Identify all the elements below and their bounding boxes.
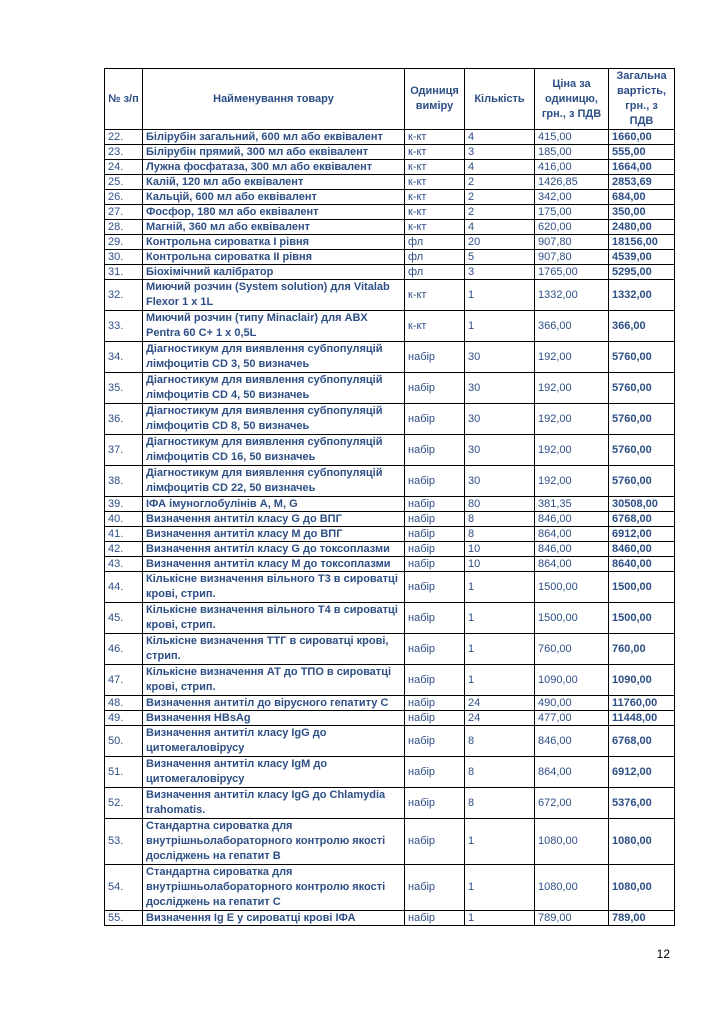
item-quantity: 1 <box>465 819 535 865</box>
item-total: 8460,00 <box>609 542 675 557</box>
item-name: Визначення антитіл класу M до токсоплазми <box>143 557 405 572</box>
item-unit-price: 381,35 <box>535 497 609 512</box>
row-number: 43. <box>105 557 143 572</box>
row-number: 50. <box>105 726 143 757</box>
item-unit: набір <box>405 527 465 542</box>
item-unit: набір <box>405 435 465 466</box>
item-total: 350,00 <box>609 205 675 220</box>
item-quantity: 2 <box>465 190 535 205</box>
item-total: 1660,00 <box>609 130 675 145</box>
item-name: Стандартна сироватка для внутрішньолабораторного контролю якості досліджень на гепатит В <box>143 819 405 865</box>
item-quantity: 30 <box>465 342 535 373</box>
item-name: Контрольна сироватка ІІ рівня <box>143 250 405 265</box>
items-table <box>104 68 675 926</box>
item-quantity: 20 <box>465 235 535 250</box>
row-number: 41. <box>105 527 143 542</box>
item-unit: к-кт <box>405 145 465 160</box>
item-total: 2853,69 <box>609 175 675 190</box>
table-row <box>105 557 675 572</box>
item-unit-price: 846,00 <box>535 726 609 757</box>
item-unit-price: 789,00 <box>535 911 609 926</box>
item-unit-price: 415,00 <box>535 130 609 145</box>
header-num: № з/п <box>105 69 143 130</box>
item-total: 4539,00 <box>609 250 675 265</box>
item-unit-price: 1500,00 <box>535 603 609 634</box>
item-total: 11760,00 <box>609 696 675 711</box>
item-total: 8640,00 <box>609 557 675 572</box>
item-unit: набір <box>405 819 465 865</box>
item-quantity: 3 <box>465 145 535 160</box>
table-row <box>105 711 675 726</box>
row-number: 40. <box>105 512 143 527</box>
item-quantity: 4 <box>465 130 535 145</box>
item-name: Стандартна сироватка для внутрішньолабораторного контролю якості досліджень на гепатит С <box>143 865 405 911</box>
table-row <box>105 311 675 342</box>
table-row <box>105 726 675 757</box>
table-row <box>105 634 675 665</box>
table-row <box>105 527 675 542</box>
item-name: Діагностикум для виявлення субпопуляцій лімфоцитів CD 4, 50 визначеь <box>143 373 405 404</box>
item-total: 5760,00 <box>609 466 675 497</box>
item-name: Кальцій, 600 мл або еквівалент <box>143 190 405 205</box>
table-row <box>105 512 675 527</box>
row-number: 51. <box>105 757 143 788</box>
row-number: 24. <box>105 160 143 175</box>
item-unit-price: 1765,00 <box>535 265 609 280</box>
item-quantity: 4 <box>465 160 535 175</box>
item-unit: набір <box>405 342 465 373</box>
table-row <box>105 603 675 634</box>
table-row <box>105 404 675 435</box>
item-name: Визначення антитіл класу M до ВПГ <box>143 527 405 542</box>
item-unit-price: 192,00 <box>535 342 609 373</box>
row-number: 39. <box>105 497 143 512</box>
item-name: Визначення HBsAg <box>143 711 405 726</box>
item-unit: набір <box>405 603 465 634</box>
row-number: 25. <box>105 175 143 190</box>
table-row <box>105 788 675 819</box>
item-name: Визначення антитіл класу G до ВПГ <box>143 512 405 527</box>
item-name: Визначення антитіл класу IgG до цитомегаловірусу <box>143 726 405 757</box>
table-row <box>105 220 675 235</box>
item-name: Лужна фосфатаза, 300 мл або еквівалент <box>143 160 405 175</box>
item-total: 789,00 <box>609 911 675 926</box>
item-quantity: 1 <box>465 280 535 311</box>
item-unit: к-кт <box>405 205 465 220</box>
item-unit-price: 192,00 <box>535 373 609 404</box>
item-total: 684,00 <box>609 190 675 205</box>
table-row <box>105 696 675 711</box>
table-row <box>105 373 675 404</box>
item-unit: набір <box>405 404 465 435</box>
item-name: Визначення антитіл класу G до токсоплазми <box>143 542 405 557</box>
item-unit: к-кт <box>405 280 465 311</box>
header-unit: Одиниця виміру <box>405 69 465 130</box>
item-unit-price: 672,00 <box>535 788 609 819</box>
item-unit: набір <box>405 757 465 788</box>
item-unit-price: 846,00 <box>535 542 609 557</box>
table-row <box>105 819 675 865</box>
item-unit: набір <box>405 373 465 404</box>
item-name: Фосфор, 180 мл або еквівалент <box>143 205 405 220</box>
item-name: Діагностикум для виявлення субпопуляцій лімфоцитів CD 22, 50 визначеь <box>143 466 405 497</box>
row-number: 49. <box>105 711 143 726</box>
row-number: 46. <box>105 634 143 665</box>
item-total: 5376,00 <box>609 788 675 819</box>
item-total: 5760,00 <box>609 435 675 466</box>
item-unit-price: 342,00 <box>535 190 609 205</box>
item-name: Миючий розчин (System solution) для Vitalab Flexor 1 x 1L <box>143 280 405 311</box>
item-name: Кількісне визначення АТ до ТПО в сироватці крові, стрип. <box>143 665 405 696</box>
table-row <box>105 911 675 926</box>
item-unit-price: 366,00 <box>535 311 609 342</box>
item-unit: фл <box>405 250 465 265</box>
item-unit: к-кт <box>405 311 465 342</box>
item-unit: набір <box>405 696 465 711</box>
item-quantity: 8 <box>465 788 535 819</box>
item-unit-price: 1090,00 <box>535 665 609 696</box>
item-unit-price: 907,80 <box>535 250 609 265</box>
item-name: Діагностикум для виявлення субпопуляцій лімфоцитів CD 16, 50 визначеь <box>143 435 405 466</box>
item-total: 1090,00 <box>609 665 675 696</box>
item-quantity: 30 <box>465 404 535 435</box>
row-number: 32. <box>105 280 143 311</box>
table-row <box>105 542 675 557</box>
item-unit: набір <box>405 572 465 603</box>
table-row <box>105 665 675 696</box>
item-name: Магній, 360 мл або еквівалент <box>143 220 405 235</box>
item-name: Визначення антитіл класу IgG до Chlamydia trahomatis. <box>143 788 405 819</box>
item-quantity: 8 <box>465 527 535 542</box>
row-number: 47. <box>105 665 143 696</box>
header-price: Ціна за одиницю, грн., з ПДВ <box>535 69 609 130</box>
item-total: 5760,00 <box>609 404 675 435</box>
table-header-row <box>105 69 675 130</box>
table-row <box>105 160 675 175</box>
table-row <box>105 145 675 160</box>
row-number: 52. <box>105 788 143 819</box>
item-quantity: 8 <box>465 726 535 757</box>
item-total: 6912,00 <box>609 757 675 788</box>
item-quantity: 24 <box>465 696 535 711</box>
item-unit: набір <box>405 634 465 665</box>
row-number: 48. <box>105 696 143 711</box>
table-body <box>105 130 675 926</box>
item-unit-price: 1080,00 <box>535 865 609 911</box>
table-row <box>105 175 675 190</box>
item-total: 30508,00 <box>609 497 675 512</box>
item-name: Білірубін загальний, 600 мл або еквівалент <box>143 130 405 145</box>
item-quantity: 1 <box>465 603 535 634</box>
item-name: Визначення антитіл до вірусного гепатиту С <box>143 696 405 711</box>
item-quantity: 1 <box>465 634 535 665</box>
item-name: Діагностикум для виявлення субпопуляцій лімфоцитів CD 8, 50 визначеь <box>143 404 405 435</box>
item-quantity: 1 <box>465 572 535 603</box>
table-row <box>105 865 675 911</box>
item-unit-price: 864,00 <box>535 757 609 788</box>
item-unit-price: 620,00 <box>535 220 609 235</box>
item-unit-price: 846,00 <box>535 512 609 527</box>
row-number: 27. <box>105 205 143 220</box>
item-unit: набір <box>405 497 465 512</box>
header-name: Найменування товару <box>143 69 405 130</box>
item-unit: набір <box>405 542 465 557</box>
item-unit: набір <box>405 466 465 497</box>
item-unit: к-кт <box>405 175 465 190</box>
item-name: Калій, 120 мл або еквівалент <box>143 175 405 190</box>
item-unit-price: 1500,00 <box>535 572 609 603</box>
item-total: 11448,00 <box>609 711 675 726</box>
item-total: 555,00 <box>609 145 675 160</box>
item-unit: набір <box>405 665 465 696</box>
item-total: 760,00 <box>609 634 675 665</box>
row-number: 35. <box>105 373 143 404</box>
table-row <box>105 435 675 466</box>
row-number: 26. <box>105 190 143 205</box>
table-row <box>105 497 675 512</box>
page-number: 12 <box>656 947 670 961</box>
item-quantity: 30 <box>465 435 535 466</box>
item-unit: набір <box>405 865 465 911</box>
item-total: 5760,00 <box>609 342 675 373</box>
item-name: Кількісне визначення вільного Т4 в сироватці крові, стрип. <box>143 603 405 634</box>
item-name: Визначення Ig E у сироватці крові ІФА <box>143 911 405 926</box>
row-number: 53. <box>105 819 143 865</box>
table-row <box>105 235 675 250</box>
table-row <box>105 466 675 497</box>
item-unit: набір <box>405 557 465 572</box>
item-quantity: 30 <box>465 466 535 497</box>
item-quantity: 2 <box>465 175 535 190</box>
table-row <box>105 130 675 145</box>
row-number: 54. <box>105 865 143 911</box>
item-name: ІФА імуноглобулінів A, M, G <box>143 497 405 512</box>
item-name: Контрольна сироватка І рівня <box>143 235 405 250</box>
row-number: 42. <box>105 542 143 557</box>
row-number: 44. <box>105 572 143 603</box>
item-total: 1080,00 <box>609 819 675 865</box>
item-quantity: 1 <box>465 865 535 911</box>
item-unit: набір <box>405 788 465 819</box>
row-number: 45. <box>105 603 143 634</box>
row-number: 33. <box>105 311 143 342</box>
item-unit-price: 1332,00 <box>535 280 609 311</box>
row-number: 28. <box>105 220 143 235</box>
item-name: Кількісне визначення ТТГ в сироватці крові, стрип. <box>143 634 405 665</box>
item-unit-price: 175,00 <box>535 205 609 220</box>
item-unit: набір <box>405 711 465 726</box>
item-total: 2480,00 <box>609 220 675 235</box>
item-unit: фл <box>405 265 465 280</box>
item-quantity: 24 <box>465 711 535 726</box>
item-total: 366,00 <box>609 311 675 342</box>
item-quantity: 8 <box>465 757 535 788</box>
item-unit-price: 416,00 <box>535 160 609 175</box>
table-row <box>105 205 675 220</box>
row-number: 37. <box>105 435 143 466</box>
row-number: 29. <box>105 235 143 250</box>
item-unit: к-кт <box>405 190 465 205</box>
item-total: 6768,00 <box>609 726 675 757</box>
item-total: 18156,00 <box>609 235 675 250</box>
item-quantity: 10 <box>465 557 535 572</box>
item-quantity: 5 <box>465 250 535 265</box>
item-quantity: 4 <box>465 220 535 235</box>
table-row <box>105 572 675 603</box>
header-total: Загальна вартість, грн., з ПДВ <box>609 69 675 130</box>
item-total: 1332,00 <box>609 280 675 311</box>
header-qty: Кількість <box>465 69 535 130</box>
item-unit: к-кт <box>405 130 465 145</box>
item-quantity: 8 <box>465 512 535 527</box>
item-unit-price: 1426,85 <box>535 175 609 190</box>
item-unit: фл <box>405 235 465 250</box>
item-quantity: 1 <box>465 911 535 926</box>
item-unit-price: 192,00 <box>535 435 609 466</box>
table-row <box>105 190 675 205</box>
item-unit-price: 490,00 <box>535 696 609 711</box>
item-unit-price: 864,00 <box>535 527 609 542</box>
row-number: 34. <box>105 342 143 373</box>
item-unit-price: 185,00 <box>535 145 609 160</box>
row-number: 30. <box>105 250 143 265</box>
item-total: 1500,00 <box>609 572 675 603</box>
item-total: 5760,00 <box>609 373 675 404</box>
item-quantity: 10 <box>465 542 535 557</box>
item-name: Біохімічний калібратор <box>143 265 405 280</box>
table-row <box>105 265 675 280</box>
item-unit-price: 760,00 <box>535 634 609 665</box>
item-quantity: 2 <box>465 205 535 220</box>
item-total: 1664,00 <box>609 160 675 175</box>
item-unit: набір <box>405 512 465 527</box>
item-unit: к-кт <box>405 160 465 175</box>
item-quantity: 1 <box>465 311 535 342</box>
row-number: 22. <box>105 130 143 145</box>
table-row <box>105 342 675 373</box>
item-name: Білірубін прямий, 300 мл або еквівалент <box>143 145 405 160</box>
table-row <box>105 280 675 311</box>
item-unit-price: 477,00 <box>535 711 609 726</box>
item-unit-price: 192,00 <box>535 466 609 497</box>
row-number: 55. <box>105 911 143 926</box>
row-number: 23. <box>105 145 143 160</box>
item-total: 6768,00 <box>609 512 675 527</box>
item-unit: набір <box>405 911 465 926</box>
item-quantity: 3 <box>465 265 535 280</box>
item-name: Діагностикум для виявлення субпопуляцій лімфоцитів CD 3, 50 визначеь <box>143 342 405 373</box>
item-quantity: 1 <box>465 665 535 696</box>
item-total: 5295,00 <box>609 265 675 280</box>
row-number: 36. <box>105 404 143 435</box>
item-quantity: 30 <box>465 373 535 404</box>
row-number: 31. <box>105 265 143 280</box>
table-row <box>105 250 675 265</box>
item-unit-price: 864,00 <box>535 557 609 572</box>
item-unit: набір <box>405 726 465 757</box>
item-quantity: 80 <box>465 497 535 512</box>
item-total: 1080,00 <box>609 865 675 911</box>
item-unit-price: 1080,00 <box>535 819 609 865</box>
item-total: 1500,00 <box>609 603 675 634</box>
item-name: Кількісне визначення вільного Т3 в сироватці крові, стрип. <box>143 572 405 603</box>
item-unit-price: 192,00 <box>535 404 609 435</box>
item-total: 6912,00 <box>609 527 675 542</box>
row-number: 38. <box>105 466 143 497</box>
item-unit-price: 907,80 <box>535 235 609 250</box>
table-row <box>105 757 675 788</box>
item-name: Миючий розчин (типу Minaclair) для ABX Pentra 60 C+ 1 x 0,5L <box>143 311 405 342</box>
item-unit: к-кт <box>405 220 465 235</box>
item-name: Визначення антитіл класу IgM до цитомегаловірусу <box>143 757 405 788</box>
